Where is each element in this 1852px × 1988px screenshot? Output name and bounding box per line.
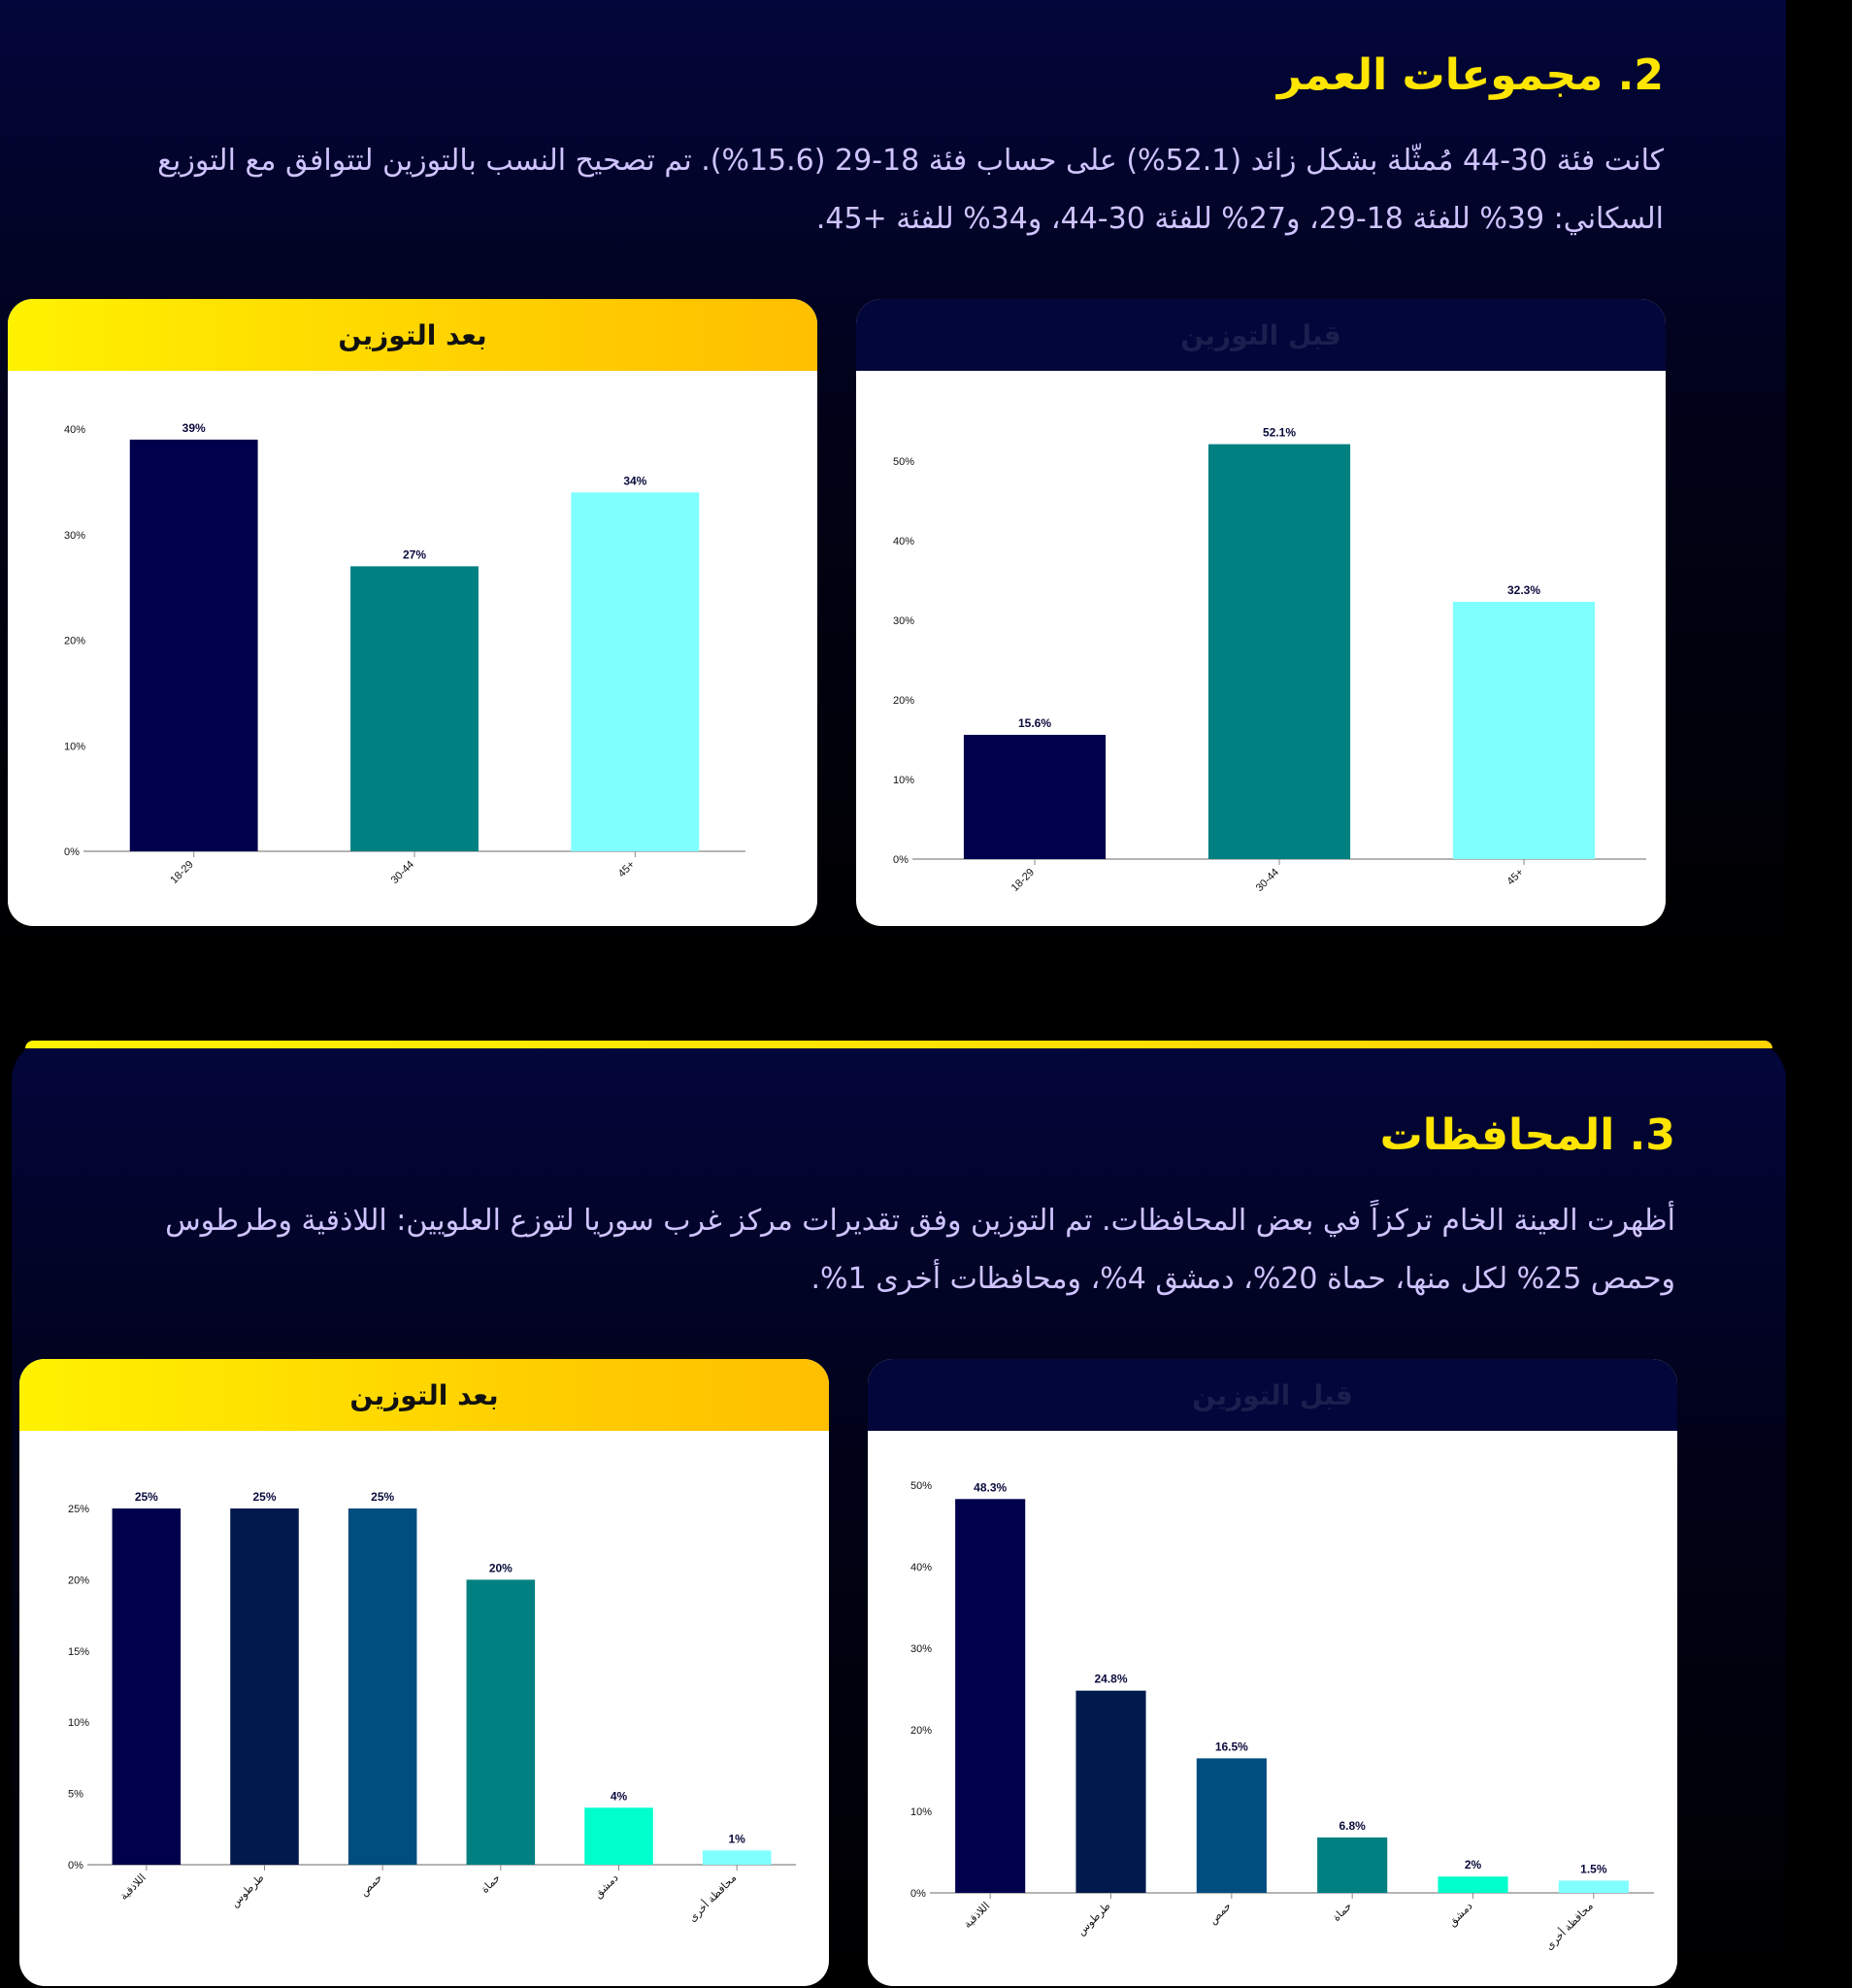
bar-value-label: 52.1%: [1262, 425, 1297, 440]
card-title-before: قبل التوزين: [856, 299, 1666, 371]
bar-chart-governorates-before: [868, 1431, 1677, 1986]
y-tick-label: 20%: [64, 635, 86, 647]
bar-value-label: 27%: [402, 547, 427, 562]
bar: [1438, 1876, 1507, 1893]
y-tick-label: 0%: [68, 1860, 83, 1872]
bar-value-label: 34%: [623, 474, 647, 488]
age-section: [0, 0, 1786, 971]
y-tick-label: 0%: [893, 854, 909, 866]
bar: [964, 735, 1106, 859]
y-tick-label: 30%: [64, 529, 86, 542]
section-paragraph-governorates: أظهرت العينة الخام تركزاً في بعض المحافظات. تم التوزين وفق تقديرات مركز غرب سوريا لتوزع العلويين: اللاذقية وطرطوس وحمص 25% لكل منها، حماة 20%، دمشق 4%، ومحافظات أخرى 1%.: [165, 1204, 1675, 1296]
bar-chart-age-before: [856, 371, 1666, 926]
y-tick-label: 10%: [910, 1806, 933, 1818]
y-tick-label: 5%: [68, 1788, 83, 1801]
y-tick-label: 10%: [893, 774, 915, 786]
y-tick-label: 30%: [893, 614, 915, 627]
bar: [1197, 1758, 1267, 1893]
y-tick-label: 30%: [910, 1643, 933, 1655]
x-tick-label: 45+: [615, 858, 638, 880]
y-tick-label: 10%: [64, 741, 86, 753]
y-tick-label: 20%: [68, 1574, 90, 1587]
bar-chart-age-after: [8, 371, 817, 926]
x-tick-label: محافظة أخرى: [686, 1872, 740, 1925]
bar-value-label: 2%: [1464, 1858, 1482, 1872]
y-tick-label: 0%: [910, 1888, 926, 1900]
bar-value-label: 48.3%: [974, 1480, 1008, 1495]
card-title-before: قبل التوزين: [868, 1359, 1677, 1431]
bar-value-label: 25%: [371, 1490, 395, 1504]
x-tick-label: دمشق: [1446, 1900, 1475, 1930]
x-tick-label: 30-44: [1253, 866, 1282, 895]
bar: [1075, 1691, 1145, 1893]
bar-chart-governorates-after: [19, 1431, 829, 1986]
card-title-after: بعد التوزين: [8, 299, 817, 371]
bar: [113, 1508, 182, 1865]
bar: [1453, 602, 1595, 859]
x-tick-label: حمص: [1207, 1900, 1234, 1927]
x-tick-label: 18-29: [168, 858, 196, 887]
bar-value-label: 20%: [488, 1561, 513, 1575]
y-tick-label: 40%: [910, 1562, 933, 1574]
x-tick-label: 45+: [1505, 866, 1527, 888]
x-tick-label: حماة: [1331, 1900, 1355, 1924]
bar-value-label: 1.5%: [1580, 1862, 1607, 1876]
section-title-governorates: 3. المحافظات: [1379, 1110, 1675, 1160]
bar: [467, 1579, 536, 1865]
bar-value-label: 24.8%: [1094, 1672, 1128, 1686]
y-tick-label: 40%: [893, 535, 915, 547]
bar-value-label: 4%: [610, 1789, 628, 1804]
bar: [1559, 1880, 1629, 1893]
section-top-accent: [25, 1041, 1772, 1048]
x-tick-label: اللاذقية: [117, 1872, 149, 1904]
x-tick-label: 18-29: [1009, 866, 1038, 895]
y-tick-label: 15%: [68, 1645, 90, 1658]
bar: [1317, 1838, 1387, 1893]
chart-card-age-before: [856, 299, 1666, 926]
y-tick-label: 10%: [68, 1717, 90, 1730]
x-tick-label: حماة: [479, 1872, 503, 1896]
chart-card-governorates-before: [868, 1359, 1677, 1986]
y-tick-label: 25%: [68, 1504, 90, 1515]
governorates-section: [12, 1041, 1786, 1988]
y-tick-label: 50%: [893, 455, 915, 468]
x-tick-label: حمص: [357, 1872, 385, 1899]
bar: [350, 566, 479, 851]
bar: [230, 1508, 299, 1865]
bar-value-label: 6.8%: [1339, 1818, 1366, 1833]
bar-value-label: 25%: [252, 1490, 277, 1504]
x-tick-label: محافظة أخرى: [1543, 1900, 1596, 1953]
bar-value-label: 1%: [728, 1832, 745, 1846]
section-paragraph-age: كانت فئة 30-44 مُمثّلة بشكل زائد (52.1%) على حساب فئة 18-29 (15.6%). تم تصحيح النسب بالتوزين لتتوافق مع التوزيع السكاني: 39% للفئة 18-29، و27% للفئة 30-44، و34% للفئة +45.: [157, 144, 1664, 236]
x-tick-label: اللاذقية: [961, 1900, 993, 1932]
bar: [955, 1499, 1025, 1893]
bar-value-label: 16.5%: [1214, 1740, 1248, 1754]
y-tick-label: 20%: [893, 694, 915, 707]
bar: [130, 440, 258, 851]
bar-value-label: 32.3%: [1506, 583, 1541, 598]
bar-value-label: 15.6%: [1017, 716, 1052, 731]
x-tick-label: 30-44: [388, 858, 417, 887]
bar: [571, 492, 699, 851]
y-tick-label: 40%: [64, 424, 86, 436]
bar: [584, 1807, 653, 1865]
bar-value-label: 39%: [182, 420, 206, 435]
y-tick-label: 0%: [64, 846, 80, 858]
bar-value-label: 25%: [134, 1490, 158, 1504]
chart-card-governorates-after: [19, 1359, 829, 1986]
x-tick-label: طرطوس: [1075, 1900, 1113, 1938]
section-title-age: 2. مجموعات العمر: [1276, 50, 1664, 100]
card-title-after: بعد التوزين: [19, 1359, 829, 1431]
chart-card-age-after: [8, 299, 817, 926]
bar: [1208, 445, 1350, 859]
x-tick-label: دمشق: [592, 1872, 621, 1902]
x-tick-label: طرطوس: [228, 1872, 267, 1910]
bar: [703, 1850, 772, 1865]
bar: [348, 1508, 417, 1865]
y-tick-label: 20%: [910, 1725, 933, 1737]
y-tick-label: 50%: [910, 1480, 933, 1492]
